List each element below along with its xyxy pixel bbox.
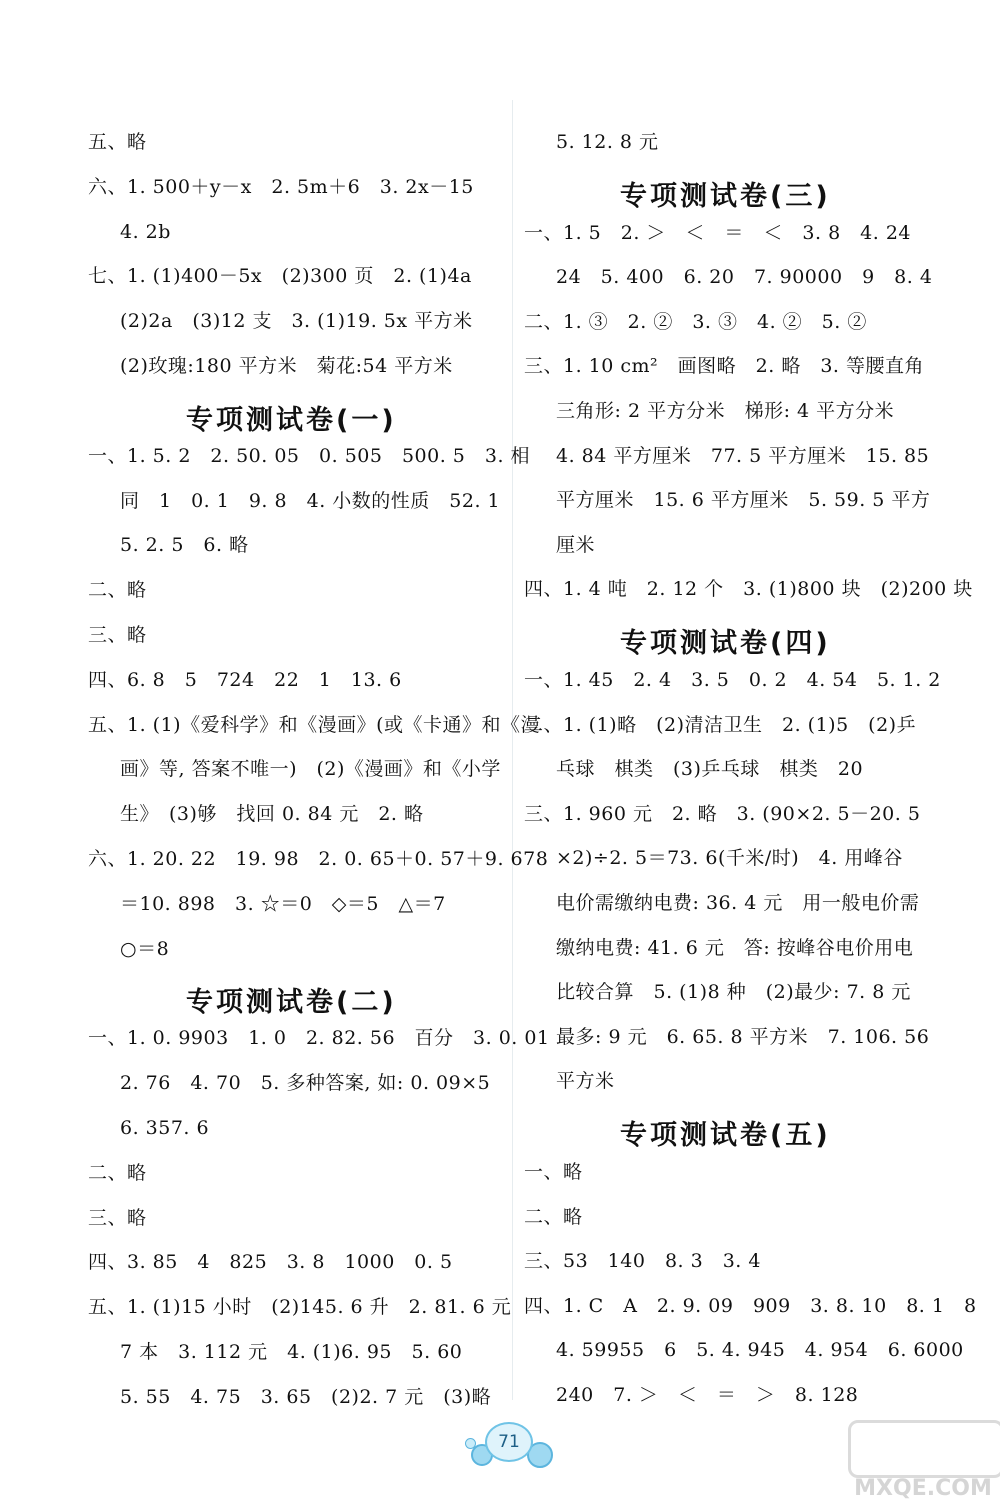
answer-line: 4. 2b (120, 220, 171, 243)
answer-line: 平方厘米 15. 6 平方厘米 5. 59. 5 平方 (556, 489, 931, 512)
answer-line: 一、1. 5 2. ＞ ＜ ＝ ＜ 3. 8 4. 24 (524, 221, 912, 244)
answer-line: 缴纳电费: 41. 6 元 答: 按峰谷电价用电 (556, 936, 914, 959)
answer-line: 一、1. 45 2. 4 3. 5 0. 2 4. 54 5. 1. 2 (524, 669, 941, 691)
answer-line: 2. 76 4. 70 5. 多种答案, 如: 0. 09×5 (120, 1072, 491, 1095)
watermark-text: MXQE.COM (854, 1476, 992, 1501)
answer-line: 生》 (3)够 找回 0. 84 元 2. 略 (120, 803, 424, 826)
answer-line: 240 7. ＞ ＜ ＝ ＞ 8. 128 (556, 1384, 859, 1406)
answer-line: (2)2a (3)12 支 3. (1)19. 5x 平方米 (120, 310, 473, 333)
answer-line: 比较合算 5. (1)8 种 (2)最少: 7. 8 元 (556, 981, 911, 1004)
answer-line: 一、略 (524, 1161, 583, 1183)
answer-line: 电价需缴纳电费: 36. 4 元 用一般电价需 (556, 892, 920, 914)
answer-line: 7 本 3. 112 元 4. (1)6. 95 5. 60 (120, 1341, 463, 1363)
section-heading: 专项测试卷(一) (186, 404, 397, 436)
answer-line: 七、1. (1)400－5x (2)300 页 2. (1)4a (88, 265, 472, 288)
answer-line: 三、53 140 8. 3 3. 4 (524, 1250, 761, 1273)
answer-line: ＝10. 898 3. ☆＝0 ◇＝5 △＝7 (120, 892, 446, 915)
answer-line: 五、1. (1)《爱科学》和《漫画》(或《卡通》和《漫 (88, 713, 540, 736)
answer-line: 4. 59955 6 5. 4. 945 4. 954 6. 6000 (556, 1339, 964, 1362)
answer-line: 6. 357. 6 (120, 1117, 210, 1139)
answer-line: 二、略 (88, 1161, 147, 1184)
answer-line: 4. 84 平方厘米 77. 5 平方厘米 15. 85 (556, 444, 930, 467)
page-number: 71 (485, 1422, 533, 1462)
answer-line: 三、1. 10 cm² 画图略 2. 略 3. 等腰直角 (524, 355, 924, 378)
answer-line: 5. 2. 5 6. 略 (120, 534, 249, 557)
watermark-logo (848, 1420, 1000, 1478)
answer-line: 六、1. 500＋y－x 2. 5m＋6 3. 2x－15 (88, 175, 474, 198)
section-heading: 专项测试卷(二) (186, 987, 397, 1019)
answer-line: 四、1. C A 2. 9. 09 909 3. 8. 10 8. 1 8 (524, 1294, 977, 1317)
answer-line: 乓球 棋类 (3)乒乓球 棋类 20 (556, 758, 864, 781)
answer-line: ×2)÷2. 5＝73. 6(千米/时) 4. 用峰谷 (556, 847, 903, 870)
answer-line: 五、1. (1)15 小时 (2)145. 6 升 2. 81. 6 元 (88, 1296, 512, 1319)
column-divider (512, 100, 513, 1400)
answer-line: 二、1. ③ 2. ② 3. ③ 4. ② 5. ② (524, 310, 867, 333)
answer-line: 最多: 9 元 6. 65. 8 平方米 7. 106. 56 (556, 1025, 930, 1048)
answer-line: 二、1. (1)略 (2)清洁卫生 2. (1)5 (2)乒 (524, 713, 917, 736)
answer-line: 二、略 (88, 579, 147, 602)
answer-line: 三、略 (88, 1206, 147, 1229)
answer-line: 六、1. 20. 22 19. 98 2. 0. 65＋0. 57＋9. 678 (88, 848, 549, 870)
answer-line: ○＝8 (120, 937, 170, 960)
answer-line: 三、1. 960 元 2. 略 3. (90×2. 5－20. 5 (524, 802, 921, 825)
answer-line: 四、1. 4 吨 2. 12 个 3. (1)800 块 (2)200 块 (524, 578, 973, 601)
answer-line: 平方米 (556, 1070, 615, 1093)
answer-line: 5. 55 4. 75 3. 65 (2)2. 7 元 (3)略 (120, 1385, 492, 1408)
section-heading: 专项测试卷(五) (620, 1120, 831, 1151)
section-heading: 专项测试卷(三) (620, 180, 831, 212)
answer-line: 24 5. 400 6. 20 7. 90000 9 8. 4 (556, 266, 933, 289)
answer-line: 厘米 (556, 533, 596, 556)
answer-line: 画》等, 答案不唯一) (2)《漫画》和《小学 (120, 758, 501, 781)
answer-line: (2)玫瑰:180 平方米 菊花:54 平方米 (120, 355, 453, 377)
answer-line: 一、1. 5. 2 2. 50. 05 0. 505 500. 5 3. 相 (88, 444, 531, 467)
watermark (848, 1420, 998, 1502)
page-number-badge (465, 1418, 555, 1468)
answer-line: 5. 12. 8 元 (556, 131, 659, 153)
answer-line: 三、略 (88, 624, 147, 646)
answer-line: 同 1 0. 1 9. 8 4. 小数的性质 52. 1 (120, 489, 501, 512)
answer-line: 四、6. 8 5 724 22 1 13. 6 (88, 668, 402, 691)
section-heading: 专项测试卷(四) (620, 628, 831, 659)
answer-line: 一、1. 0. 9903 1. 0 2. 82. 56 百分 3. 0. 01 (88, 1027, 550, 1050)
answer-line: 二、略 (524, 1205, 583, 1228)
answer-line: 四、3. 85 4 825 3. 8 1000 0. 5 (88, 1251, 453, 1274)
answer-line: 五、略 (88, 131, 147, 153)
answer-line: 三角形: 2 平方分米 梯形: 4 平方分米 (556, 400, 895, 422)
